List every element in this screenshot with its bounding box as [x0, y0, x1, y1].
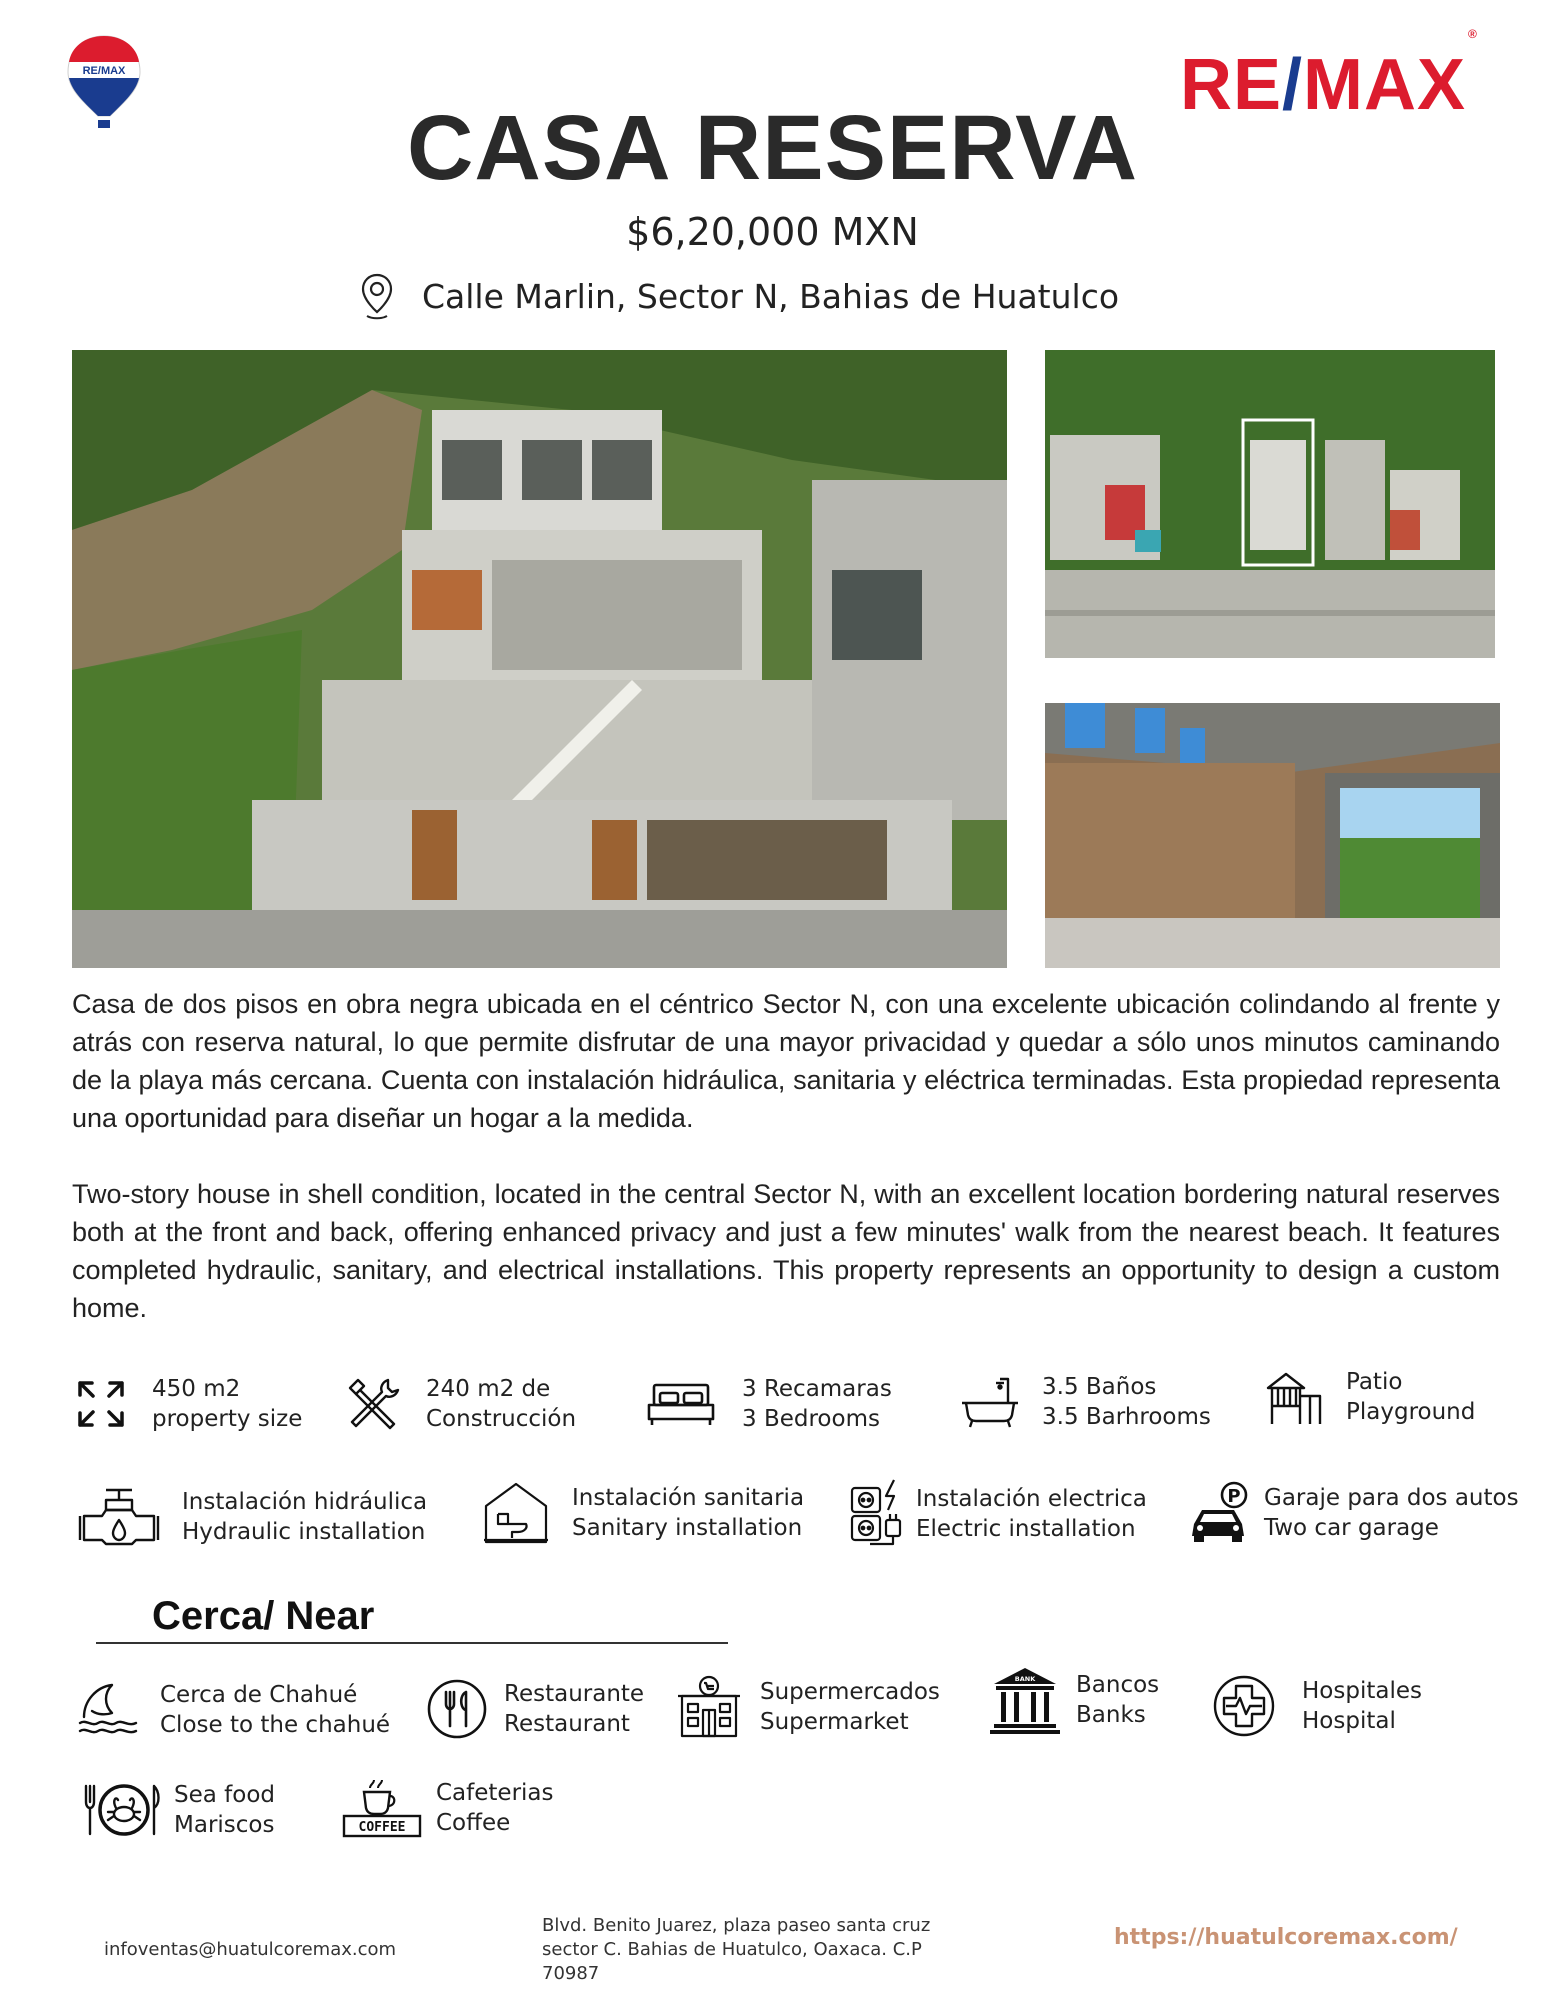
bed-icon	[646, 1379, 716, 1429]
footer-email[interactable]: infoventas@huatulcoremax.com	[104, 1939, 397, 1960]
hospital-icon	[1212, 1674, 1276, 1738]
feature-property-size: 450 m2 property size	[76, 1374, 302, 1434]
address: Calle Marlin, Sector N, Bahias de Huatulco	[422, 276, 1120, 316]
near-item-bank: BANK Bancos Banks	[990, 1664, 1159, 1736]
expand-arrows-icon	[76, 1379, 126, 1429]
feature-bedrooms: 3 Recamaras 3 Bedrooms	[646, 1374, 892, 1434]
location-pin-icon	[360, 272, 394, 320]
price: $6,20,000 MXN	[626, 210, 919, 254]
logo-left: RE	[1180, 45, 1283, 125]
logo-mark: ®	[1468, 27, 1478, 41]
bathtub-icon	[960, 1375, 1020, 1429]
near-item-supermarket: Supermercados Supermarket	[676, 1674, 940, 1740]
seafood-icon	[82, 1780, 162, 1840]
footer-address: Blvd. Benito Juarez, plaza paseo santa cruz sector C. Bahias de Huatulco, Oaxaca. C.P 70987	[542, 1915, 931, 1984]
balloon-text: RE/MAX	[82, 65, 126, 77]
playground-icon	[1264, 1366, 1324, 1428]
near-item-chahue: Cerca de Chahué Close to the chahué	[76, 1680, 390, 1740]
house-front-photo	[72, 350, 1007, 968]
near-item-seafood: Sea food Mariscos	[82, 1780, 275, 1840]
feature-garage: P Garaje para dos autos Two car garage	[1188, 1480, 1519, 1546]
logo-slash: /	[1282, 45, 1304, 125]
near-title: Cerca/ Near	[152, 1594, 375, 1638]
bank-icon	[990, 1664, 1060, 1736]
aerial-photo	[1045, 350, 1495, 658]
near-item-hospital: Hospitales Hospital	[1212, 1674, 1422, 1738]
footer-website-link[interactable]: https://huatulcoremax.com/	[1114, 1925, 1458, 1950]
coffee-icon	[342, 1778, 424, 1838]
interior-photo	[1045, 703, 1500, 968]
beach-wave-icon	[76, 1681, 140, 1739]
sanitary-icon	[482, 1480, 550, 1546]
bank-sign: BANK	[1014, 1675, 1036, 1683]
near-divider	[96, 1642, 728, 1644]
garage-car-icon	[1188, 1480, 1250, 1546]
feature-playground: Patio Playground	[1264, 1366, 1475, 1428]
restaurant-icon	[426, 1678, 488, 1740]
water-pipe-icon	[76, 1486, 162, 1548]
supermarket-icon	[676, 1674, 742, 1740]
feature-bathrooms: 3.5 Baños 3.5 Barhrooms	[960, 1372, 1211, 1432]
page-title: CASA RESERVA	[406, 97, 1139, 199]
coffee-sign: COFFEE	[358, 1820, 406, 1835]
feature-hydraulic: Instalación hidráulica Hydraulic installation	[76, 1486, 427, 1548]
near-item-restaurant: Restaurante Restaurant	[426, 1678, 644, 1740]
electric-outlet-icon	[850, 1478, 908, 1550]
address-row	[360, 268, 1119, 324]
feature-construction: 240 m2 de Construcción	[344, 1374, 576, 1434]
parking-badge: P	[1227, 1486, 1241, 1507]
feature-sanitary: Instalación sanitaria Sanitary installation	[482, 1480, 804, 1546]
feature-electric: Instalación electrica Electric installation	[850, 1478, 1147, 1550]
near-item-coffee: COFFEE Cafeterias Coffee	[342, 1778, 554, 1838]
description-english: Two-story house in shell condition, located in the central Sector N, with an excellent location bordering natural reserves both at the front and back, offering enhanced privacy and just a few minutes' walk from the nearest beach. It features completed hydraulic, sanitary, and electrical installations. This property represents an opportunity to design a custom home.	[72, 1179, 1500, 1323]
description-spanish: Casa de dos pisos en obra negra ubicada en el céntrico Sector N, con una excelente ubicación colindando al frente y atrás con reserva natural, lo que permite disfrutar de una mayor privacidad y quedar a sólo unos minutos caminando de la playa más cercana. Cuenta con instalación hidráulica, sanitaria y eléctrica terminadas. Esta propiedad representa una oportunidad para diseñar un hogar a la medida.	[72, 989, 1500, 1133]
tools-icon	[344, 1374, 404, 1434]
logo-right: MAX	[1303, 45, 1467, 125]
